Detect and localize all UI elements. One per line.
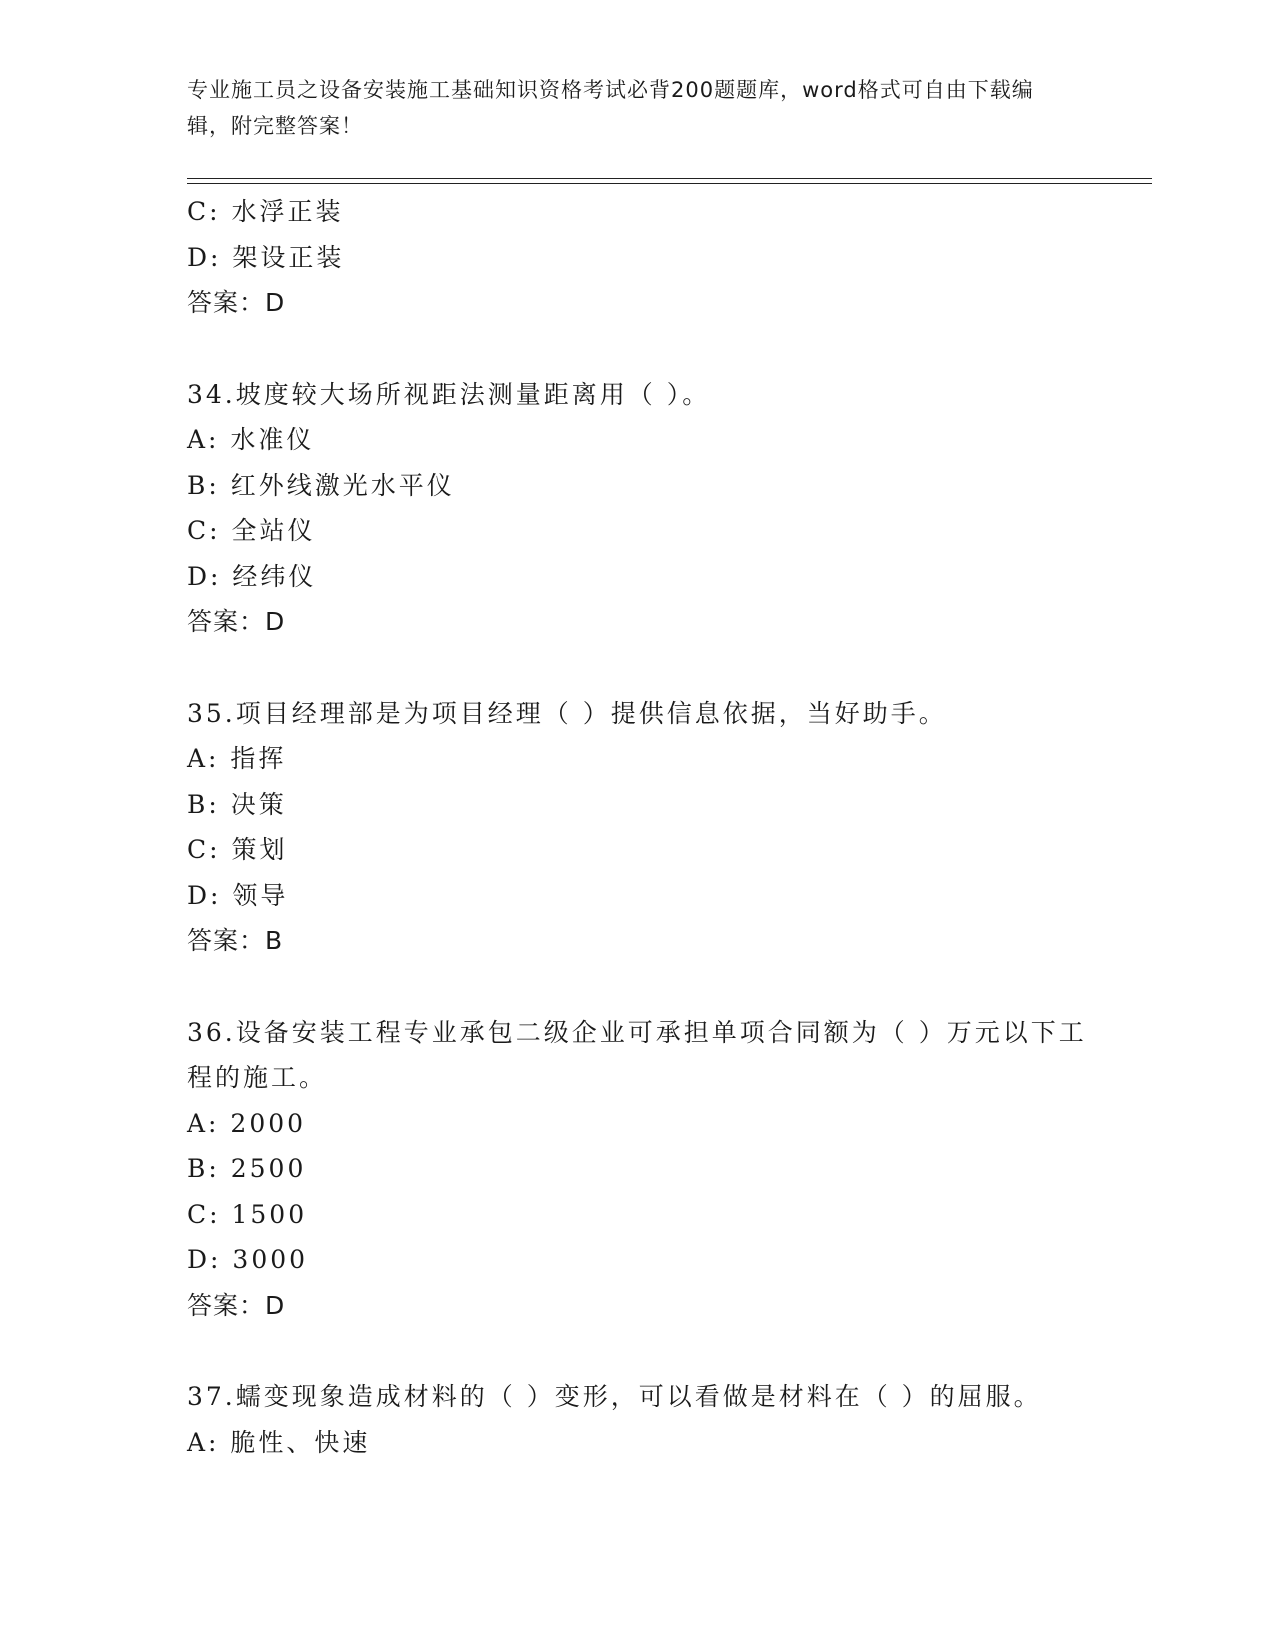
option-c: C: 策划 [187,835,288,864]
question-list [187,189,1087,1465]
option-b: B: 红外线激光水平仪 [187,470,455,500]
option-a: A: 水准仪 [187,425,315,454]
answer: 答案：D [187,288,286,317]
question-stem: 37.蠕变现象造成材料的（ ）变形，可以看做是材料在（ ）的屈服。 [187,1382,1042,1411]
spacer [187,964,1087,1010]
spacer [187,645,1087,691]
option-d: D: 经纬仪 [187,561,317,591]
option-c: C: 水浮正装 [187,197,344,226]
option-d: D: 3000 [187,1245,309,1274]
spacer [187,326,1087,372]
option-a: A: 指挥 [187,744,287,773]
header-divider-top [187,178,1152,179]
option-c: C: 1500 [187,1199,308,1229]
option-a: A: 脆性、快速 [187,1427,371,1457]
document-header: 专业施工员之设备安装施工基础知识资格考试必背200题题库，word格式可自由下载编辑，附完整答案！ [187,78,1034,138]
answer: 答案：D [187,1290,286,1320]
question-stem: 36.设备安装工程专业承包二级企业可承担单项合同额为（ ）万元以下工程的施工。 [187,1017,1087,1092]
option-a: A: 2000 [187,1108,307,1138]
spacer [187,1328,1087,1374]
option-b: B: 2500 [187,1154,307,1183]
option-d: D: 领导 [187,880,289,910]
option-b: B: 决策 [187,789,287,819]
option-c: C: 全站仪 [187,516,316,545]
option-d: D: 架设正装 [187,242,345,272]
answer: 答案：D [187,607,286,636]
header-divider-bottom [187,183,1152,184]
answer: 答案：B [187,926,284,955]
question-stem: 34.坡度较大场所视距法测量距离用（ ）。 [187,379,711,409]
question-stem: 35.项目经理部是为项目经理（ ）提供信息依据，当好助手。 [187,698,947,728]
